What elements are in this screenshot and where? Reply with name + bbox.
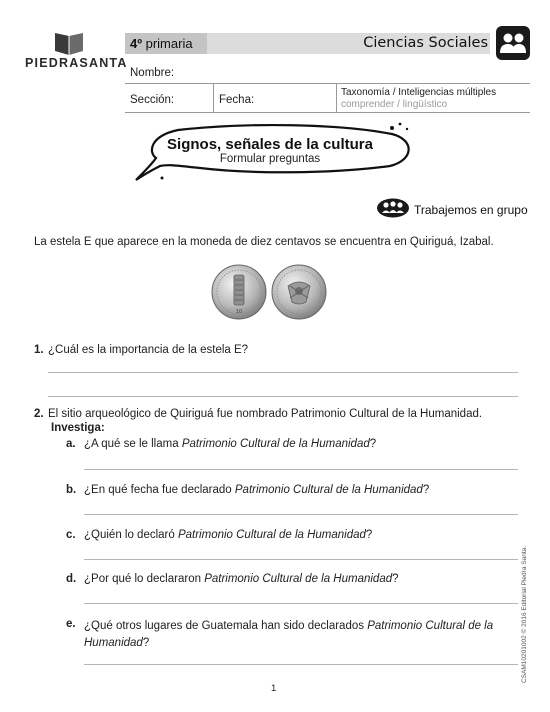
group-work-badge (496, 26, 530, 60)
investigate-instruction: Investiga: (51, 422, 105, 434)
page-number: 1 (271, 683, 277, 694)
taxonomy-values: comprender / lingüístico (341, 99, 448, 110)
name-label: Nombre: (130, 67, 175, 79)
answer-line[interactable] (84, 469, 518, 470)
subquestion-text: ¿Por qué lo declararon Patrimonio Cultural de la Humanidad? (84, 573, 399, 585)
subquestion-letter: c. (66, 529, 76, 541)
subquestion-text: ¿Quién lo declaró Patrimonio Cultural de la Humanidad? (84, 529, 373, 541)
section-field-line (125, 112, 530, 113)
name-field-line[interactable] (125, 83, 530, 84)
answer-line[interactable] (84, 559, 518, 560)
taxonomy-label: Taxonomía / Inteligencias múltiples (341, 87, 497, 98)
grade-label: 4º primaria (130, 36, 193, 51)
subquestion-letter: d. (66, 573, 77, 585)
question-text: ¿Cuál es la importancia de la estela E? (48, 344, 249, 356)
question-number: 2. (34, 408, 44, 420)
group-icon (496, 26, 530, 60)
question-text: El sitio arqueológico de Quiriguá fue nombrado Patrimonio Cultural de la Humanidad. (48, 408, 483, 420)
question-number: 1. (34, 344, 44, 356)
ten-cent-coin-image (210, 262, 328, 322)
answer-line[interactable] (84, 514, 518, 515)
work-mode-label: Trabajemos en grupo (414, 203, 528, 217)
date-label: Fecha: (219, 94, 255, 106)
subquestion-text: ¿En qué fecha fue declarado Patrimonio Cultural de la Humanidad? (84, 484, 430, 496)
subquestion-letter: a. (66, 438, 76, 450)
copyright-note: CSAM10201002 © 2016 Editorial Piedra Santa. (521, 545, 528, 683)
subquestion-text: ¿Qué otros lugares de Guatemala han sido declarados Patrimonio Cultural de la Humanidad? (84, 620, 494, 649)
section-label: Sección: (130, 94, 175, 106)
answer-line[interactable] (48, 396, 518, 397)
svg-text:10: 10 (235, 309, 243, 315)
answer-line[interactable] (84, 603, 518, 604)
group-work-icon (376, 198, 410, 218)
field-divider (213, 84, 214, 112)
subject-title: Ciencias Sociales (363, 35, 488, 51)
publisher-logo: PIEDRASANTA (25, 56, 128, 70)
activity-title: Signos, señales de la cultura (167, 136, 373, 153)
intro-text: La estela E que aparece en la moneda de diez centavos se encuentra en Quiriguá, Izabal. (34, 236, 494, 248)
activity-subtitle: Formular preguntas (219, 153, 321, 165)
field-divider (336, 84, 337, 112)
answer-line[interactable] (48, 372, 518, 373)
book-logo-icon (52, 32, 86, 56)
answer-line[interactable] (84, 664, 518, 665)
subquestion-text: ¿A qué se le llama Patrimonio Cultural de la Humanidad? (84, 438, 377, 450)
subquestion-letter: b. (66, 484, 77, 496)
subquestion-letter: e. (66, 618, 76, 630)
